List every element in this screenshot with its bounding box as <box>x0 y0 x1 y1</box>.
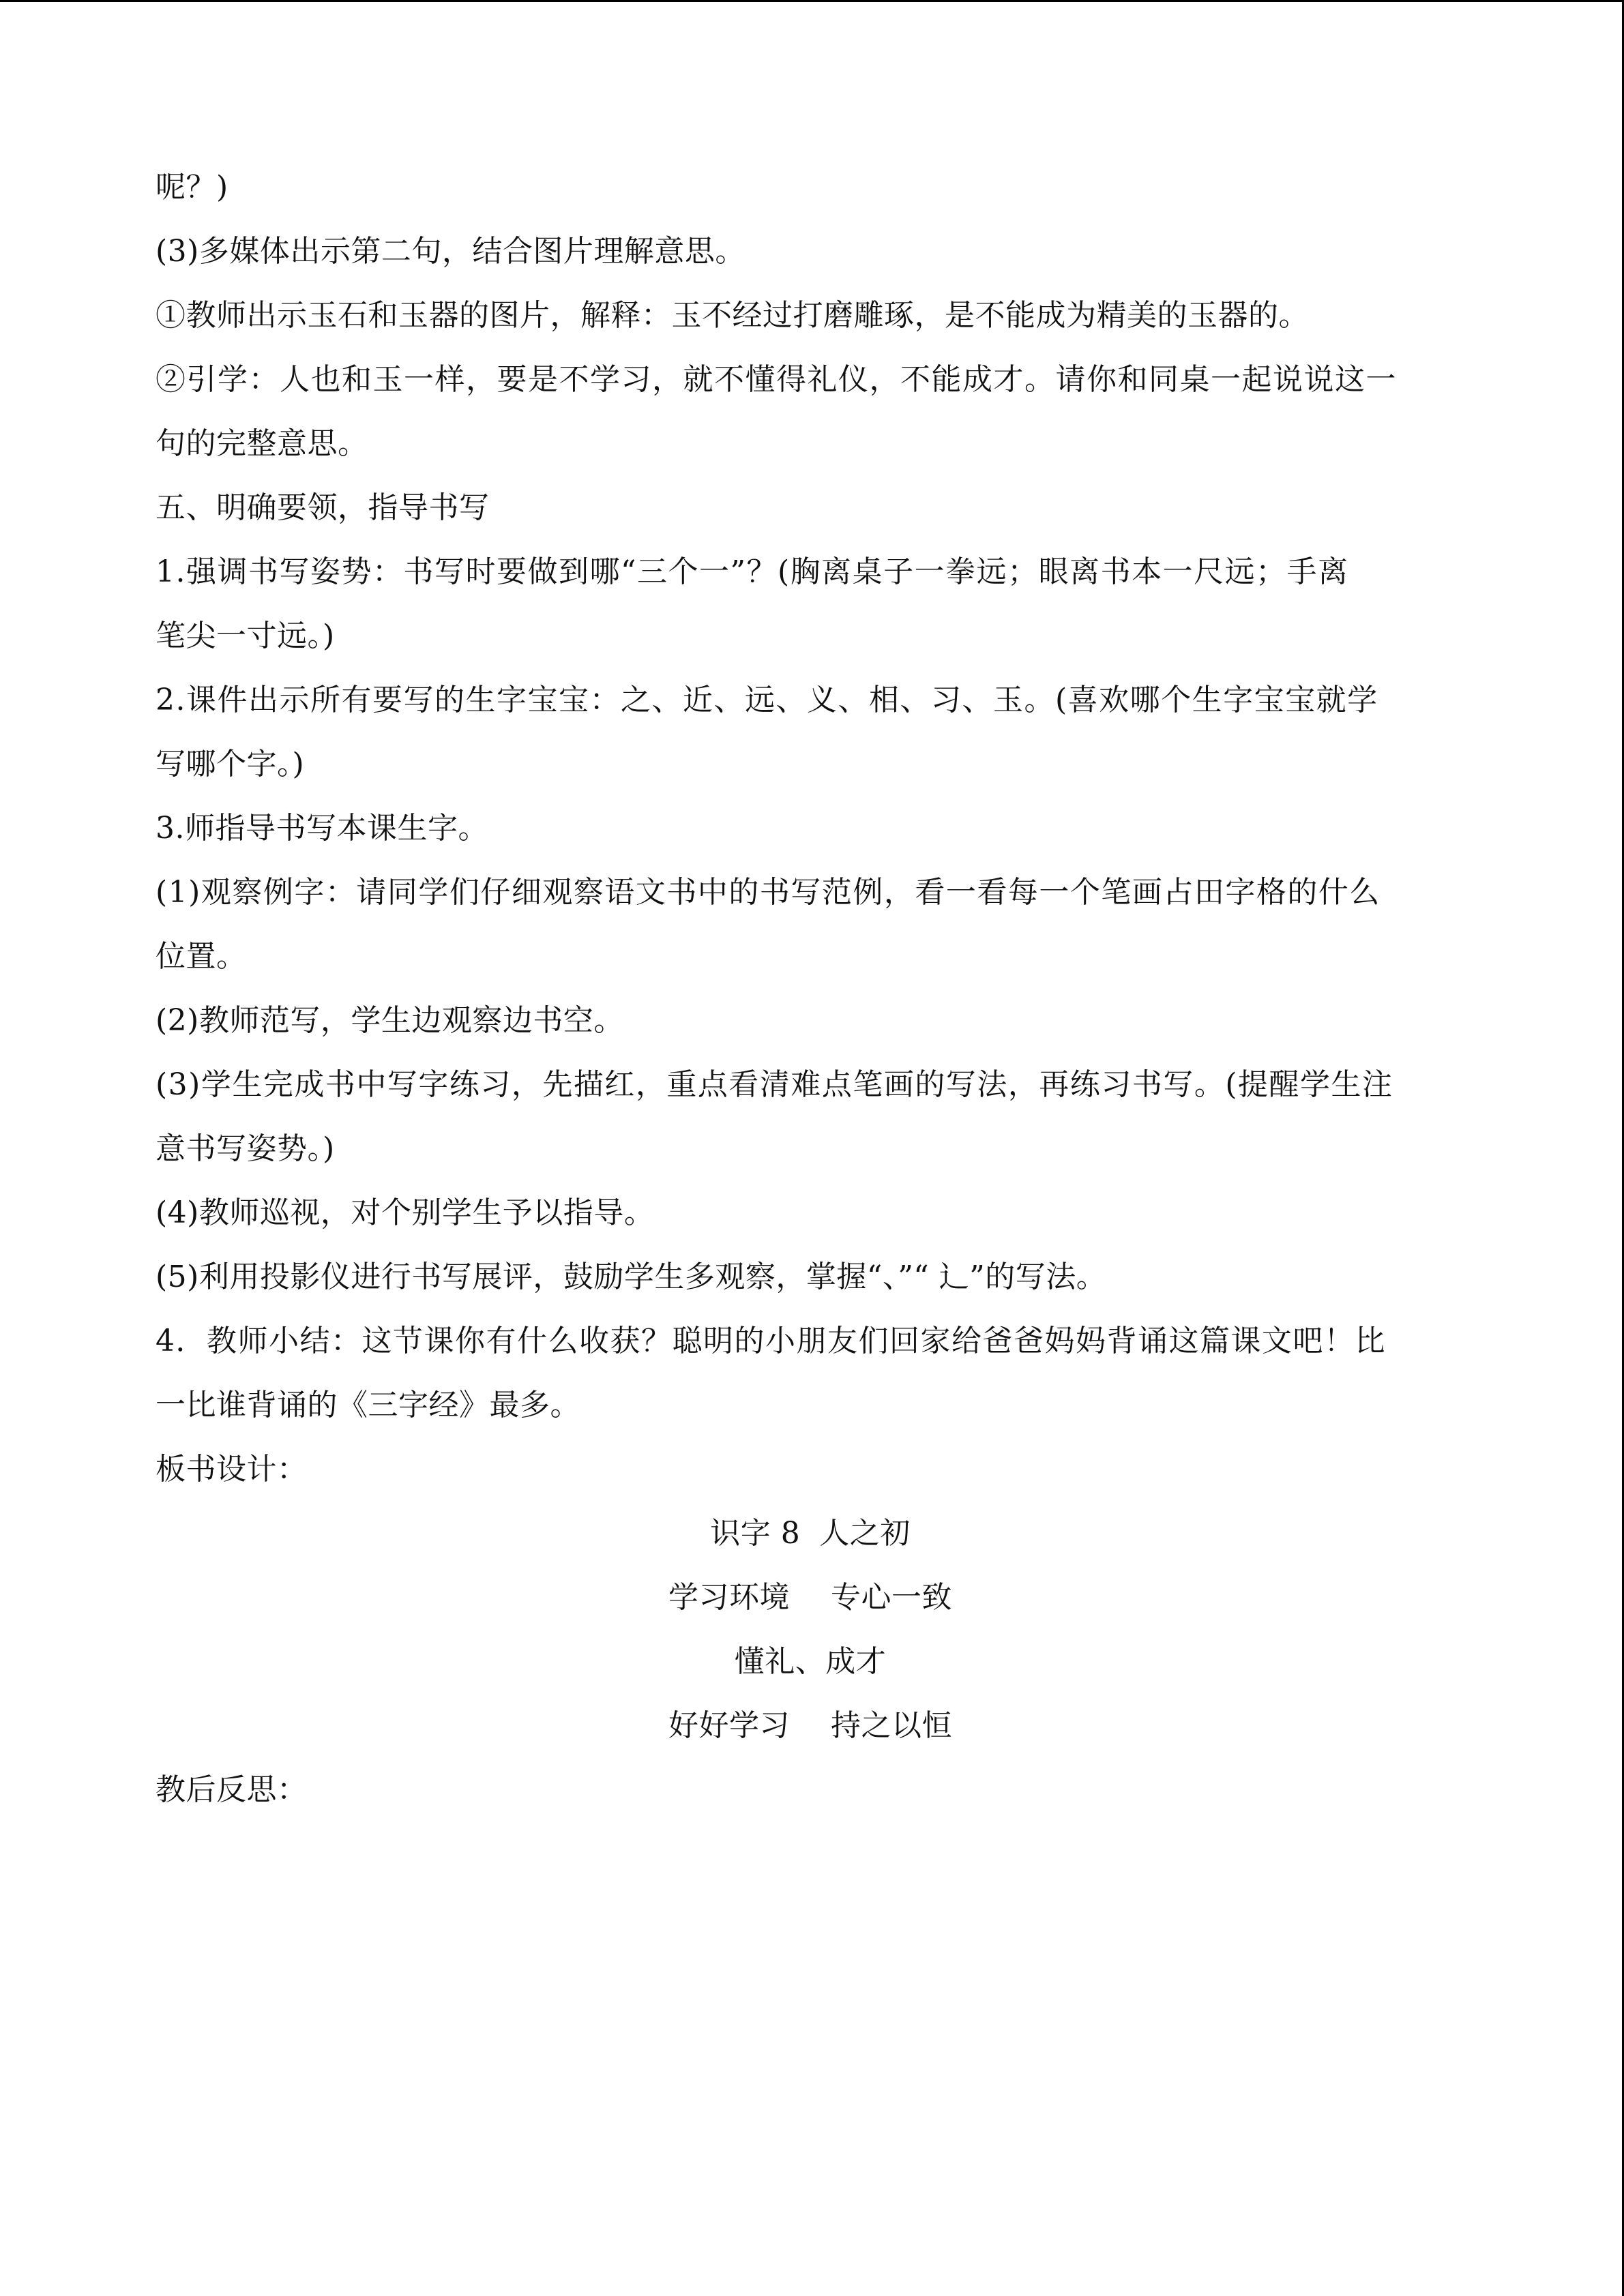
text-line: (5)利用投影仪进行书写展评，鼓励学生多观察，掌握“、”“ 辶”的写法。 <box>156 1259 1107 1294</box>
section-heading: 五、明确要领，指导书写 <box>156 490 490 525</box>
text-line: 呢？) <box>156 170 228 205</box>
text-line: 3.师指导书写本课生字。 <box>156 811 488 846</box>
board-cell: 专心一致 <box>831 1580 952 1615</box>
document-body <box>156 155 1465 1822</box>
text-line: (4)教师巡视，对个别学生予以指导。 <box>156 1195 655 1230</box>
board-cell: 好好学习 <box>668 1708 790 1743</box>
board-design-label: 板书设计： <box>156 1452 308 1487</box>
board-title-lesson: 识字 8 <box>710 1516 801 1551</box>
board-cell: 学习环境 <box>668 1580 790 1615</box>
text-line: 4．教师小结：这节课你有什么收获？聪明的小朋友们回家给爸爸妈妈背诵这篇课文吧！比 <box>156 1324 1386 1358</box>
text-line: 1.强调书写姿势：书写时要做到哪“三个一”？(胸离桌子一拳远；眼离书本一尺远；手离 <box>156 554 1349 589</box>
text-line: (3)多媒体出示第二句，结合图片理解意思。 <box>156 234 745 269</box>
text-line: 意书写姿势。) <box>156 1131 335 1166</box>
text-line: 一比谁背诵的《三字经》最多。 <box>156 1388 580 1422</box>
board-row <box>156 1694 1465 1758</box>
reflection-label: 教后反思： <box>156 1772 308 1807</box>
board-row <box>156 1566 1465 1630</box>
text-line: ②引学：人也和玉一样，要是不学习，就不懂得礼仪，不能成才。请你和同桌一起说说这一 <box>156 362 1397 397</box>
board-title <box>156 1502 1465 1566</box>
text-line: ①教师出示玉石和玉器的图片，解释：玉不经过打磨雕琢，是不能成为精美的玉器的。 <box>156 298 1309 333</box>
text-line: 句的完整意思。 <box>156 426 368 461</box>
text-line: 位置。 <box>156 939 247 974</box>
board-cell: 持之以恒 <box>831 1708 952 1743</box>
text-line: 写哪个字。) <box>156 747 305 781</box>
board-row <box>156 1630 1465 1694</box>
text-line: (2)教师范写，学生边观察边书空。 <box>156 1003 624 1038</box>
text-line: (1)观察例字：请同学们仔细观察语文书中的书写范例，看一看每一个笔画占田字格的什么 <box>156 875 1381 910</box>
board-title-name: 人之初 <box>819 1516 911 1551</box>
text-line: 笔尖一寸远。) <box>156 618 335 653</box>
text-line: 2.课件出示所有要写的生字宝宝：之、近、远、义、相、习、玉。(喜欢哪个生字宝宝就学 <box>156 683 1378 717</box>
board-cell: 懂礼、成才 <box>734 1644 887 1679</box>
text-line: (3)学生完成书中写字练习，先描红，重点看清难点笔画的写法，再练习书写。(提醒学生注 <box>156 1067 1393 1102</box>
